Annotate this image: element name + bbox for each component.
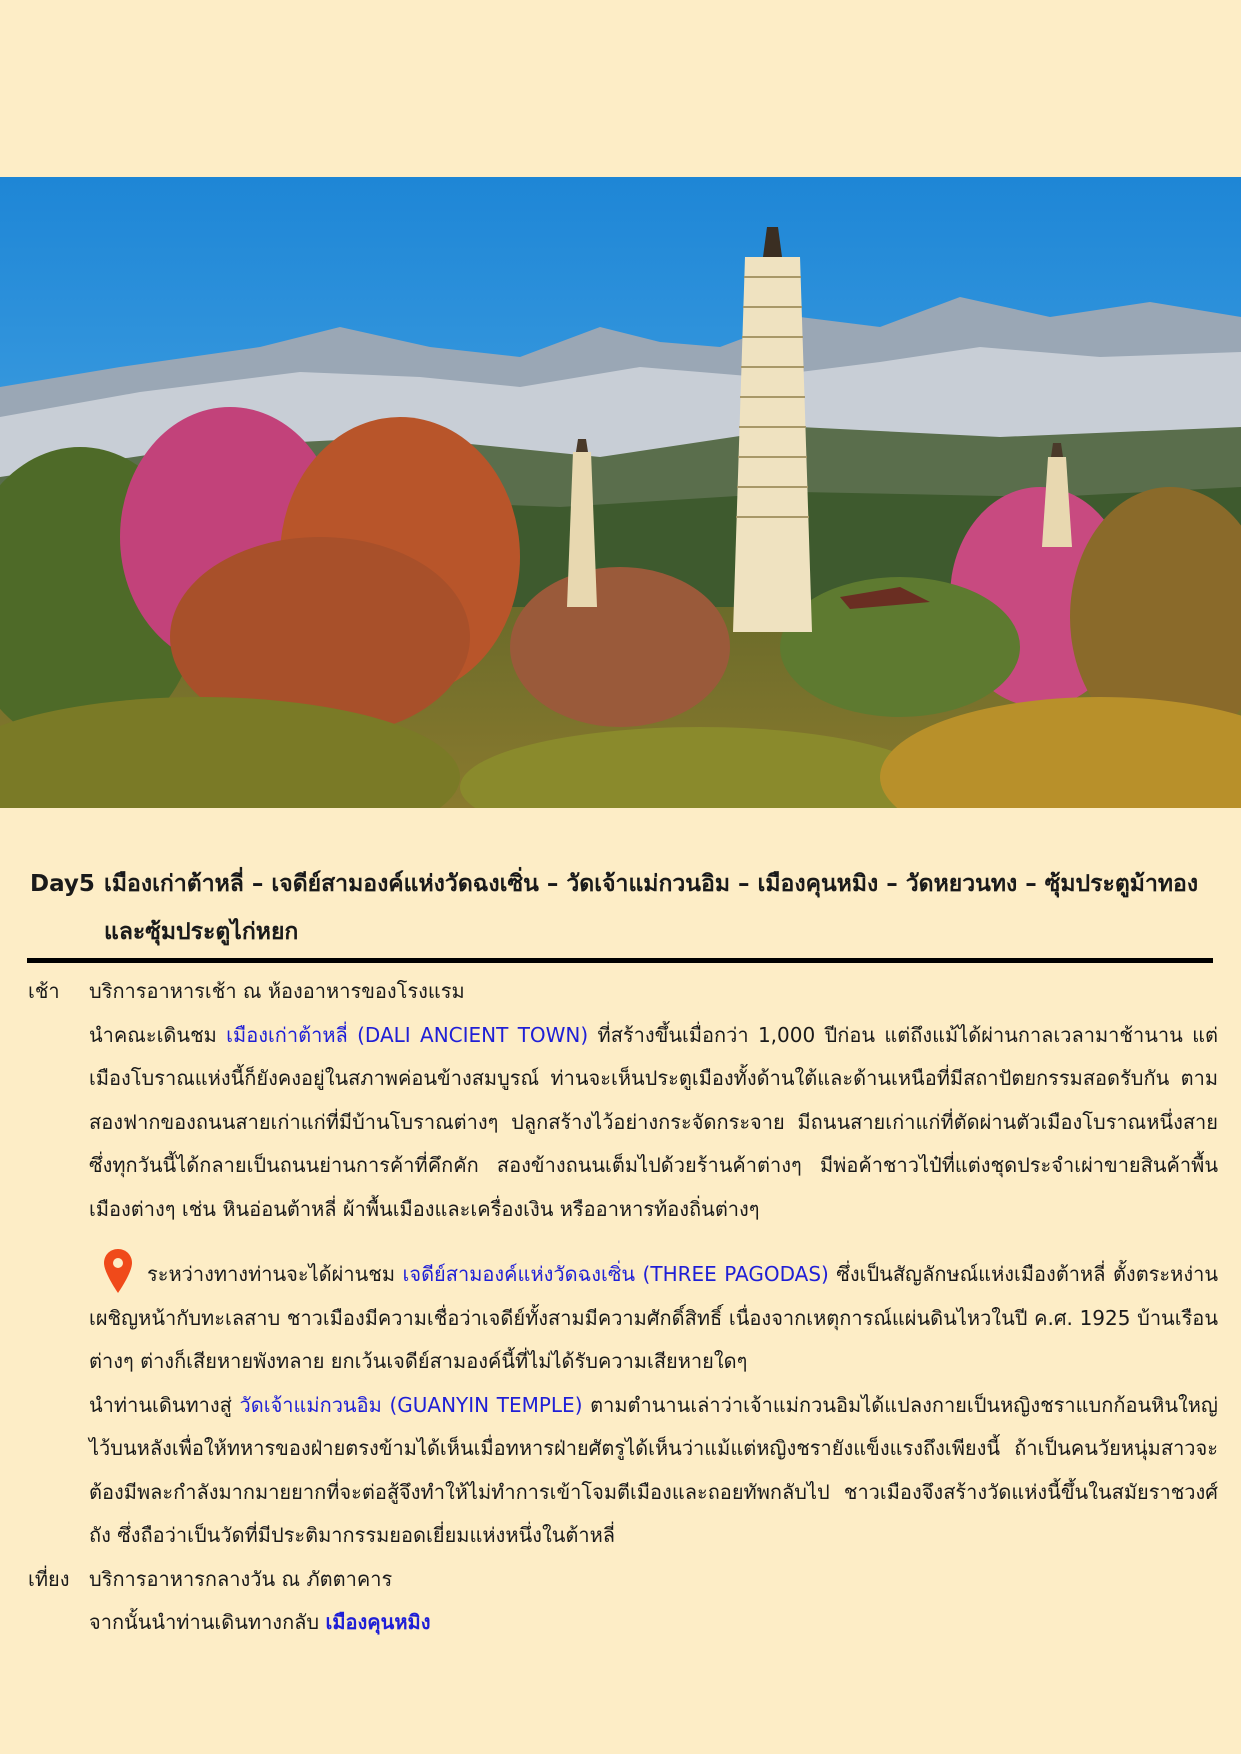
day-label: Day5 — [30, 871, 95, 897]
p1-text-pre: นำคณะเดินชม — [89, 1022, 227, 1047]
three-pagodas-paragraph — [89, 1253, 1218, 1384]
dali-ancient-town-link: เมืองเก่าต้าหลี่ (DALI ANCIENT TOWN) — [226, 1022, 589, 1047]
three-pagodas-block — [89, 1231, 1218, 1384]
location-pin-icon — [104, 1249, 132, 1293]
p4-text-pre: จากนั้นนำท่านเดินทางกลับ — [89, 1610, 326, 1634]
noon-row — [28, 1558, 1218, 1645]
header-divider — [27, 958, 1213, 963]
p2-text-pre: ระหว่างทางท่านจะได้ผ่านชม — [147, 1262, 403, 1286]
guanyin-temple-link: วัดเจ้าแม่กวนอิม (GUANYIN TEMPLE) — [239, 1392, 583, 1417]
guanyin-temple-paragraph — [89, 1384, 1218, 1558]
hero-photo — [0, 177, 1241, 808]
dali-ancient-town-paragraph — [89, 1014, 1218, 1232]
p1-text-post: ที่สร้างขึ้นเมื่อกว่า 1,000 ปีก่อน แต่ถึงแม้ได้ผ่านกาลเวลามาช้านาน แต่เมืองโบราณแห่งนี้ก็ยังคงอยู่ในสภาพค่อนข้างสมบูรณ์ ท่านจะเห็นประตูเมืองทั้งด้านใต้และด้านเหนือที่มีสถาปัตยกรรมสอดรับกัน ตามสองฟากของถนนสายเก่าแก่ที่มีบ้านโบราณต่างๆ ปลูกสร้างไว้อย่างกระจัดกระจาย มีถนนสายเก่าแก่ที่ตัดผ่านตัวเมืองโบราณหนึ่งสาย ซึ่งทุกวันนี้ได้กลายเป็นถนนย่านการค้าที่คึกคัก สองข้างถนนเต็มไปด้วยร้านค้าต่างๆ มีพ่อค้าชาวไป๋ที่แต่งชุดประจำเผ่าขายสินค้าพื้นเมืองต่างๆ เช่น หินอ่อนต้าหลี่ ผ้าพื้นเมืองและเครื่องเงิน หรืออาหารท้องถิ่นต่างๆ — [89, 1022, 1218, 1221]
noon-time-label: เที่ยง — [28, 1566, 70, 1591]
return-kunming-paragraph — [89, 1601, 1218, 1645]
morning-time-label: เช้า — [28, 979, 60, 1003]
morning-meal: บริการอาหารเช้า ณ ห้องอาหารของโรงแรม — [89, 979, 465, 1003]
day-title: เมืองเก่าต้าหลี่ – เจดีย์สามองค์แห่งวัดฉงเซิ่น – วัดเจ้าแม่กวนอิม – เมืองคุนหมิง – วัดหยวนทง – ซุ้มประตูม้าทองและซุ้มประตูไก่หยก — [104, 871, 1199, 945]
morning-row — [28, 970, 1218, 1558]
noon-meal: บริการอาหารกลางวัน ณ ภัตตาคาร — [89, 1566, 393, 1591]
kunming-link: เมืองคุนหมิง — [325, 1610, 431, 1634]
p3-text-post: ตามตำนานเล่าว่าเจ้าแม่กวนอิมได้แปลงกายเป็นหญิงชราแบกก้อนหินใหญ่ไว้บนหลังเพื่อให้ทหารของฝ่ายตรงข้ามได้เห็นเมื่อทหารฝ่ายศัตรูได้เห็นว่าแม้แต่หญิงชรายังแข็งแรงถึงเพียงนี้ ถ้าเป็นคนวัยหนุ่มสาวจะต้องมีพละกำลังมากมายยากที่จะต่อสู้จึงทำให้ไม่ทำการเข้าโจมตีเมืองและถอยทัพกลับไป ชาวเมืองจึงสร้างวัดแห่งนี้ขึ้นในสมัยราชวงศ์ถัง ซึ่งถือว่าเป็นวัดที่มีประติมากรรมยอดเยี่ยมแห่งหนึ่งในต้าหลี่ — [89, 1392, 1218, 1547]
p3-text-pre: นำท่านเดินทางสู่ — [89, 1392, 240, 1417]
p2-text-post: ซึ่งเป็นสัญลักษณ์แห่งเมืองต้าหลี่ ตั้งตระหง่านเผชิญหน้ากับทะเลสาบ ชาวเมืองมีความเชื่อว่าเจดีย์ทั้งสามมีความศักดิ์สิทธิ์ เนื่องจากเหตุการณ์แผ่นดินไหวในปี ค.ศ. 1925 บ้านเรือนต่างๆ ต่างก็เสียหายพังทลาย ยกเว้นเจดีย์สามองค์นี้ที่ไม่ได้รับความเสียหายใดๆ — [89, 1262, 1219, 1373]
three-pagodas-link: เจดีย์สามองค์แห่งวัดฉงเซิ่น (THREE PAGODAS) — [402, 1262, 829, 1286]
itinerary-body — [28, 970, 1218, 1645]
